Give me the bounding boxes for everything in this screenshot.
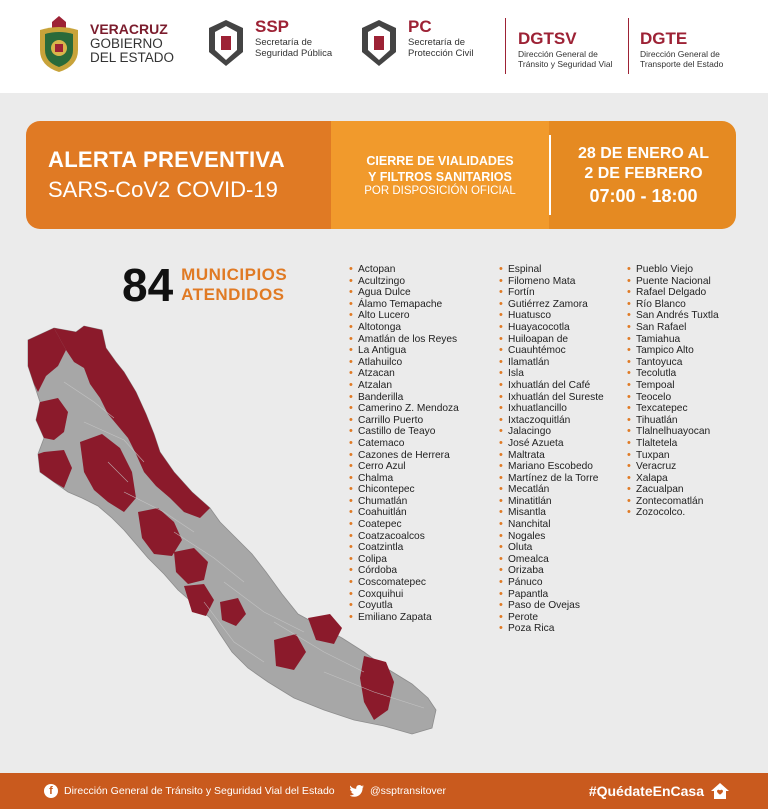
facebook-icon: f (44, 784, 58, 798)
dgte-acronym: DGTE (640, 29, 688, 48)
municipality-item: • Tantoyuca (626, 357, 719, 369)
municipality-item: • Espinal (498, 264, 604, 276)
footer (0, 773, 768, 809)
municipality-item: • Poza Rica (498, 623, 604, 635)
dgte-line2: Transporte del Estado (640, 58, 724, 69)
gov-line2: GOBIERNO (90, 36, 163, 52)
municipality-item: • Veracruz (626, 461, 719, 473)
municipality-item: • Río Blanco (626, 299, 719, 311)
closure-line1: CIERRE DE VIALIDADES (366, 153, 514, 168)
municipality-item: • Emiliano Zapata (348, 612, 459, 624)
municipality-item: • Martínez de la Torre (498, 473, 604, 485)
closure-block (331, 121, 549, 229)
count-number: 84 (122, 259, 174, 311)
municipality-item: • Tuxpan (626, 450, 719, 462)
municipality-item: • Tecolutla (626, 368, 719, 380)
municipality-item: • Oluta (498, 542, 604, 554)
dgtsv-line1: Dirección General de (518, 49, 598, 59)
municipality-item: • Ixhuatlancillo (498, 403, 604, 415)
municipality-item: • Ixhuatlán del Café (498, 380, 604, 392)
municipality-item: • Agua Dulce (348, 287, 459, 299)
municipality-list-col2 (498, 264, 604, 635)
municipality-item: • Huiloapan de (498, 334, 604, 346)
twitter-handle: @ssptransitover (370, 785, 447, 797)
municipality-item: • Xalapa (626, 473, 719, 485)
municipality-item: • Chumatlán (348, 496, 459, 508)
gov-line1: VERACRUZ (90, 21, 168, 38)
municipality-item: • Texcatepec (626, 403, 719, 415)
municipality-item: • La Antigua (348, 345, 459, 357)
municipality-item: • San Rafael (626, 322, 719, 334)
pc-line1: Secretaría de (408, 37, 466, 48)
ssp-line1: Secretaría de (255, 37, 313, 48)
municipality-item: • Tampico Alto (626, 345, 719, 357)
pc-line2: Protección Civil (408, 47, 474, 59)
alert-banner (26, 121, 736, 229)
municipality-item: • Jalacingo (498, 426, 604, 438)
municipality-item: • Filomeno Mata (498, 276, 604, 288)
municipality-item: • Cazones de Herrera (348, 450, 459, 462)
pc-logo (358, 18, 473, 68)
municipality-item: • Puente Nacional (626, 276, 719, 288)
municipality-item: • Coahuitlán (348, 507, 459, 519)
house-icon (710, 782, 730, 800)
municipality-item: • Ilamatlán (498, 357, 604, 369)
municipality-item: • Chalma (348, 473, 459, 485)
municipality-item: • Coatzacoalcos (348, 531, 459, 543)
municipality-item: • Mecatlán (498, 484, 604, 496)
municipality-item: • Tlaltetela (626, 438, 719, 450)
count-label1: MUNICIPIOS (181, 265, 288, 285)
ssp-logo (205, 18, 332, 68)
municipality-item: • Catemaco (348, 438, 459, 450)
municipality-item: • Mariano Escobedo (498, 461, 604, 473)
header (0, 0, 768, 93)
municipality-item: • Nanchital (498, 519, 604, 531)
alert-title: ALERTA PREVENTIVA (48, 147, 285, 172)
municipality-item: • Alto Lucero (348, 310, 459, 322)
municipality-item: • Coatepec (348, 519, 459, 531)
date-line1: 28 DE ENERO AL (578, 144, 709, 162)
municipality-item: • Rafael Delgado (626, 287, 719, 299)
dgte-logo (640, 30, 723, 70)
municipality-item: • Tamiahua (626, 334, 719, 346)
municipality-count (122, 259, 288, 311)
twitter-link[interactable] (350, 785, 446, 797)
municipality-item: • Ixtaczoquitlán (498, 415, 604, 427)
municipality-item: • Banderilla (348, 392, 459, 404)
municipality-item: • Omealca (498, 554, 604, 566)
date-line2: 2 DE FEBRERO (584, 164, 703, 182)
header-divider (505, 18, 506, 74)
municipality-item: • Ixhuatlán del Sureste (498, 392, 604, 404)
municipality-item: • Perote (498, 612, 604, 624)
municipality-item: • José Azueta (498, 438, 604, 450)
municipality-item: • Huatusco (498, 310, 604, 322)
veracruz-logo (36, 14, 174, 74)
dgtsv-acronym: DGTSV (518, 29, 577, 48)
municipality-item: • San Andrés Tuxtla (626, 310, 719, 322)
municipality-item: • Chicontepec (348, 484, 459, 496)
municipality-item: • Misantla (498, 507, 604, 519)
municipality-list-col1 (348, 264, 459, 623)
municipality-item: • Camerino Z. Mendoza (348, 403, 459, 415)
municipality-item: • Coscomatepec (348, 577, 459, 589)
twitter-icon (350, 785, 364, 797)
dgte-line1: Dirección General de (640, 49, 720, 59)
header-divider (628, 18, 629, 74)
municipality-item: • Coxquihui (348, 589, 459, 601)
municipality-item: • Actopan (348, 264, 459, 276)
hashtag-text: #QuédateEnCasa (588, 783, 704, 799)
facebook-text: Dirección General de Tránsito y Seguridad Vial del Estado (64, 785, 335, 797)
municipality-item: • Atzacan (348, 368, 459, 380)
municipality-item: • Álamo Temapache (348, 299, 459, 311)
municipality-item: • Nogales (498, 531, 604, 543)
municipality-item: • Coyutla (348, 600, 459, 612)
municipality-item: • Fortín (498, 287, 604, 299)
closure-line3: POR DISPOSICIÓN OFICIAL (364, 185, 516, 198)
municipality-item: • Cuauhtémoc (498, 345, 604, 357)
municipality-item: • Colipa (348, 554, 459, 566)
municipality-item: • Orizaba (498, 565, 604, 577)
municipality-item: • Altotonga (348, 322, 459, 334)
municipality-item: • Tihuatlán (626, 415, 719, 427)
alert-subtitle: SARS-CoV2 COVID-19 (48, 177, 278, 202)
pc-badge-icon (358, 18, 400, 68)
municipality-item: • Zacualpan (626, 484, 719, 496)
municipality-item: • Córdoba (348, 565, 459, 577)
municipality-item: • Acultzingo (348, 276, 459, 288)
municipality-item: • Isla (498, 368, 604, 380)
time-range: 07:00 - 18:00 (589, 185, 698, 206)
facebook-link[interactable] (44, 784, 335, 798)
municipality-item: • Zozocolco. (626, 507, 719, 519)
veracruz-shield-icon (36, 14, 82, 74)
gov-line3: DEL ESTADO (90, 50, 175, 66)
alert-block (26, 121, 331, 229)
municipality-item: • Huayacocotla (498, 322, 604, 334)
municipality-item: • Zontecomatlán (626, 496, 719, 508)
municipality-item: • Carrillo Puerto (348, 415, 459, 427)
hashtag-block (589, 782, 730, 800)
municipality-item: • Tlalnelhuayocan (626, 426, 719, 438)
municipality-item: • Atzalan (348, 380, 459, 392)
municipality-item: • Teocelo (626, 392, 719, 404)
pc-acronym: PC (408, 17, 432, 36)
date-block (549, 135, 736, 215)
ssp-acronym: SSP (255, 17, 290, 36)
closure-line2: Y FILTROS SANITARIOS (368, 170, 512, 184)
municipality-item: • Cerro Azul (348, 461, 459, 473)
count-label2: ATENDIDOS (181, 285, 285, 304)
dgtsv-logo (518, 30, 613, 70)
ssp-badge-icon (205, 18, 247, 68)
municipality-item: • Coatzintla (348, 542, 459, 554)
municipality-item: • Pánuco (498, 577, 604, 589)
municipality-item: • Maltrata (498, 450, 604, 462)
dgtsv-line2: Tránsito y Seguridad Vial (518, 58, 613, 69)
municipality-item: • Pueblo Viejo (626, 264, 719, 276)
municipality-item: • Papantla (498, 589, 604, 601)
municipality-item: • Castillo de Teayo (348, 426, 459, 438)
municipality-item: • Tempoal (626, 380, 719, 392)
municipality-item: • Gutiérrez Zamora (498, 299, 604, 311)
municipality-item: • Minatitlán (498, 496, 604, 508)
municipality-item: • Atlahuilco (348, 357, 459, 369)
municipality-list-col3 (626, 264, 719, 519)
municipality-item: • Amatlán de los Reyes (348, 334, 459, 346)
ssp-line2: Seguridad Pública (255, 47, 333, 59)
municipality-item: • Paso de Ovejas (498, 600, 604, 612)
